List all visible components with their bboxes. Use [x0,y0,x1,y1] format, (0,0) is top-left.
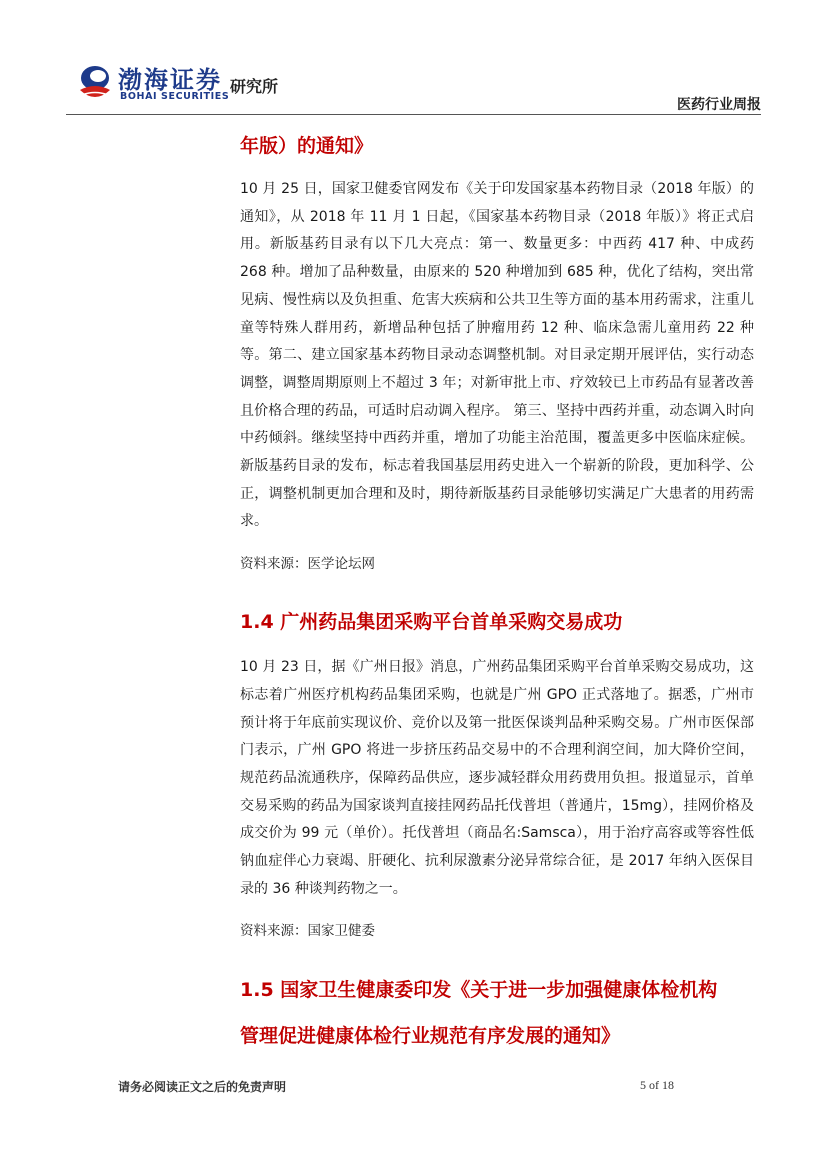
footer-disclaimer: 请务必阅读正文之后的免责声明 [118,1080,287,1094]
logo-english-name: BOHAI SECURITIES [120,91,230,102]
section-1-4-body-wrap [240,654,754,903]
section-1-4-body: 10 月 23 日，据《广州日报》消息，广州药品集团采购平台首单采购交易成功，这标志着广州医疗机构药品集团采购，也就是广州 GPO 正式落地了。据悉，广州市预计将于年底前实现议价、竞价以及第一批医保谈判品种采购交易。广州市医保部门表示，广州 GPO 将进一步挤压药品交易中的不合理利润空间，加大降价空间，规范药品流通秩序，保障药品供应，逐步减轻群众用药费用负担。报道显示，首单交易采购的药品为国家谈判直接挂网药品托伐普坦（普通片，15mg），挂网价格及成交价为 99 元（单价）。托伐普坦（商品名:Samsca），用于治疗高容或等容性低钠血症伴心力衰竭、肝硬化、抗利尿激素分泌异常综合征，是 2017 年纳入医保目录的 36 种谈判药物之一。 [240,659,754,897]
section-1-5-title-line2: 管理促进健康体检行业规范有序发展的通知》 [240,1025,621,1048]
report-type-label: 医药行业周报 [677,97,761,113]
section-1-4-title: 1.4 广州药品集团采购平台首单采购交易成功 [240,611,623,634]
bohai-logo-icon [78,64,112,102]
section-1-5-title [240,967,754,1059]
section-prev-body: 10 月 25 日，国家卫健委官网发布《关于印发国家基本药物目录（2018 年版）的通知》，从 2018 年 11 月 1 日起，《国家基本药物目录（2018 年版）》将正式启用。新版基药目录有以下几大亮点：第一、数量更多：中西药 417 种、中成药 268 种。增加了品种数量，由原来的 520 种增加到 685 种，优化了结构，突出常见病、慢性病以及负担重、危害大疾病和公共卫生等方面的基本用药需求，注重儿童等特殊人群用药，新增品种包括了肿瘤用药 12 种、临床急需儿童用药 22 种等。第二、建立国家基本药物目录动态调整机制。对目录定期开展评估，实行动态调整，调整周期原则上不超过 3 年；对新审批上市、疗效较已上市药品有显著改善且价格合理的药品，可适时启动调入程序。 第三、坚持中西药并重，动态调入时向中药倾斜。继续坚持中西药并重，增加了功能主治范围，覆盖更多中医临床症候。新版基药目录的发布，标志着我国基层用药史进入一个崭新的阶段，更加科学、公正，调整机制更加合理和及时，期待新版基药目录能够切实满足广大患者的用药需求。 [240,181,754,530]
logo-chinese-name: 渤海证券 [118,66,222,94]
section-prev-source: 资料来源：医学论坛网 [240,556,375,573]
section-prev-body-wrap [240,176,754,536]
institute-label: 研究所 [230,77,279,96]
page-header [0,0,827,120]
footer-page-number: 5 of 18 [640,1078,674,1092]
section-1-4-source: 资料来源：国家卫健委 [240,923,375,940]
main-content [240,122,754,1059]
header-divider [66,114,761,115]
section-1-5-title-line1: 1.5 国家卫生健康委印发《关于进一步加强健康体检机构 [240,979,718,1002]
section-prev-title-tail: 年版）的通知》 [240,135,374,157]
